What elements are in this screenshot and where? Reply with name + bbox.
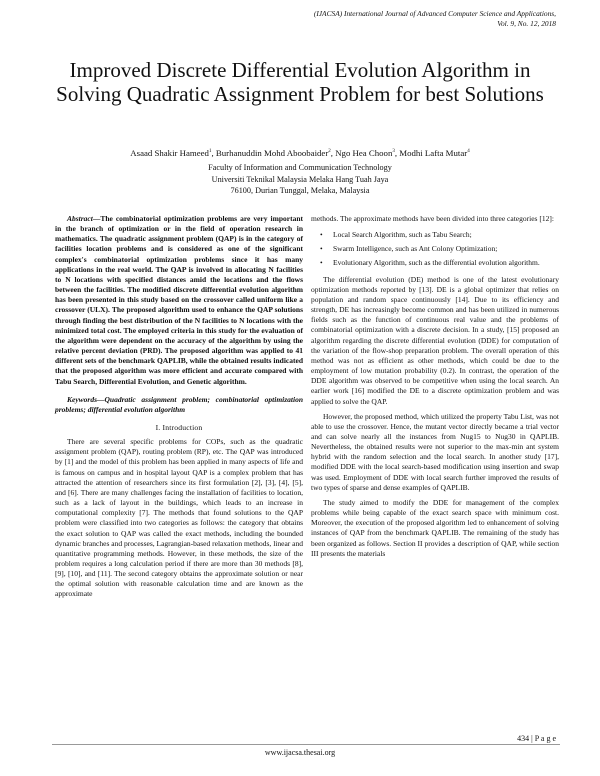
author-name: Asaad Shakir Hameed	[130, 148, 209, 158]
footer-divider	[52, 744, 560, 745]
affiliation-block	[40, 162, 560, 197]
author-separator: ,	[211, 148, 216, 158]
author-separator: ,	[330, 148, 336, 158]
approximate-methods-intro: methods. The approximate methods have been divided into three categories [12]:	[311, 214, 554, 223]
list-item-text: Swarm Intelligence, such as Ant Colony Optimization;	[333, 244, 498, 254]
affiliation-university: Universiti Teknikal Malaysia Melaka Hang Tuah Jaya	[211, 174, 389, 184]
abstract-text: The combinatorial optimization problems are very important in the branch of optimization or in the field of operation research in mathematics. The quadratic assignment problem (QAP) is in the category of facilities location problems and is considered as one of the significant complex's combinatorial optimization problems since it has many applications in the real world. The QAP is involved in allocating N facilities to N locations with specified distances amid the locations and the flows between the facilities. The modified discrete differential evolution algorithm has been presented in this study based on the crossover called uniform like a crossover (ULX). The proposed algorithm used to enhance the QAP solutions through finding the best distribution of the N facilities to N locations with the minimized total cost. The employed criteria in this study for the evaluation of the algorithm were dependent on the accuracy of the algorithm by using the relative percent deviation (PRD). The proposed algorithm was applied to 41 different sets of the benchmark QAPLIB, while the obtained results indicated that the proposed algorithm was more efficient and accurate compared with Tabu Search, Differential Evolution, and Genetic algorithm.	[55, 214, 303, 386]
right-column	[311, 214, 559, 559]
bullet-icon: •	[320, 244, 323, 254]
author-name: Modhi Lafta Mutar	[399, 148, 468, 158]
author-affiliation-mark: 2	[328, 149, 331, 155]
list-item-text: Local Search Algorithm, such as Tabu Search;	[333, 230, 472, 240]
list-item	[311, 258, 559, 268]
abstract-paragraph	[55, 214, 303, 387]
author-affiliation-mark: 4	[467, 149, 470, 155]
list-item-text: Evolutionary Algorithm, such as the differential evolution algorithm.	[333, 258, 540, 268]
affiliation-address: 76100, Durian Tunggal, Melaka, Malaysia	[230, 186, 370, 195]
bullet-icon: •	[320, 230, 323, 240]
list-item	[311, 244, 559, 254]
body-paragraph-de: The differential evolution (DE) method is one of the latest evolutionary optimization methods reported by [13]. DE is a global optimizer that relies on population and random space continuously [14]. Due to its efficiency and strength, DE has increasingly become common and has been utilized in numerous fields such as the function of continuous real value and the problems of combinatorial optimization with a discrete decision. In a study, [15] proposed an algorithm regarding the discrete differential evolution (DDE) for computation of the variation of the flow-shop preparation problem. The overall operation of this method was not as efficient as other methods, which could be due to the employment of low mutation probability (0.2). In contrast, the operation of the DDE algorithm was observed to be competitive when using the local search. An earlier work [16] modified the DE to a discrete optimization problem and was applied to solve the QAP.	[311, 274, 559, 406]
body-paragraph-aim: The study aimed to modify the DDE for management of the complex problems while being capable of the exact search space with minimum cost. Moreover, the execution of the proposed algorithm led to enhancement of solving instances of QAP from the benchmark QAPLIB. The remaining of the study has been organized as follows. Section II provides a description of QAP, while section III presents the materials	[311, 497, 559, 558]
journal-header	[176, 9, 556, 29]
keywords-paragraph: Keywords—Quadratic assignment problem; combinatorial optimization problems; differential evolution algorithm	[55, 394, 303, 414]
journal-website: www.ijacsa.thesai.org	[264, 748, 336, 757]
journal-volume: Vol. 9, No. 12, 2018	[497, 19, 556, 28]
author-affiliation-mark: 1	[208, 149, 212, 155]
journal-name: (IJACSA) International Journal of Advanced Computer Science and Applications,	[313, 9, 556, 18]
intro-paragraph: There are several specific problems for COPs, such as the quadratic assignment problem (QAP), routing problem (RP), etc. The QAP was introduced by [1] and the model of this problem has been applied in many aspects of life and is famous on campus and in hospital layout QAP is a complex problem that has attracted the attention of researchers since its first formulation [2], [3], [4], [5], and [6]. There are many challenges facing the installation of facilities to location, such as a lack of layout in the buildings, which leads to an increase in computational complexity [7]. The methods that found solutions to the QAP problem were classified into two categories as follows: the category that obtains the exact solution to QAP was called the exact methods, including the bounded dynamic branches and processes, Lagrangian-based relaxation methods, linear and quantitative programming methods. However, in these methods, the size of the problem requires a long calculation period if there are more than 30 methods [8], [9], [10], and [11]. The second category obtains the approximate solution or near the optimal solution with reasonable calculation time and are known as the approximate	[55, 437, 303, 599]
body-paragraph-tabu: However, the proposed method, which utilized the property Tabu List, was not able to use the crossover. Hence, the mutant vector directly became a trial vector and can solve nearly all the instances from Nug15 to Nug30 in QAPLIB. Nevertheless, the obtained results were not superior to the max-min ant system hybrid with the random selection and the local search. In another study [17], modified DDE with the local search-based modification using insertion and swap was used. Employment of DDE with local search further improved the results of two types of sparse and dense examples of QAPLIB.	[311, 411, 559, 492]
page-number: 434 | P a g e	[517, 734, 556, 743]
author-name: Ngo Hea Choon	[335, 148, 393, 158]
author-list	[40, 148, 560, 159]
left-column	[55, 214, 303, 600]
abstract-label: Abstract—	[67, 214, 101, 223]
affiliation-faculty: Faculty of Information and Communication Technology	[208, 163, 392, 172]
author-separator: ,	[394, 148, 400, 158]
author-affiliation-mark: 3	[392, 149, 395, 155]
approximate-methods-list	[311, 230, 559, 268]
section-heading-introduction: I. Introduction	[155, 422, 203, 432]
list-item	[311, 230, 559, 240]
bullet-icon: •	[320, 258, 323, 268]
paper-title: Improved Discrete Differential Evolution Algorithm in Solving Quadratic Assignment Problem for best Solutions	[56, 58, 544, 106]
author-name: Burhanuddin Mohd Aboobaider	[215, 148, 329, 158]
